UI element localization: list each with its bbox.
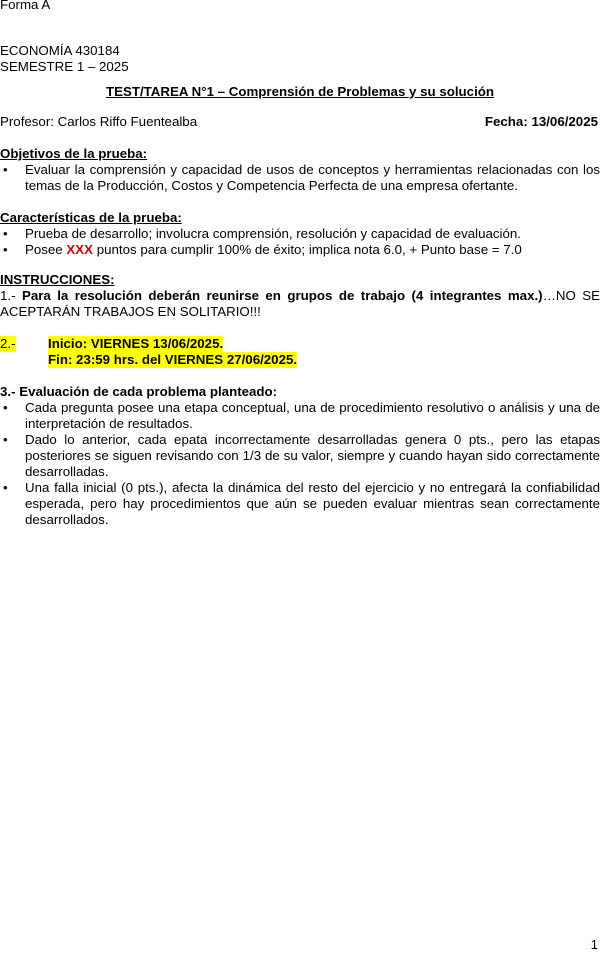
- course-code: ECONOMÍA 430184: [0, 43, 120, 58]
- instruction-2-number: 2.-: [0, 336, 16, 351]
- instruction-2-start: Inicio: VIERNES 13/06/2025.: [48, 336, 224, 351]
- instruction-1: [0, 288, 600, 304]
- points-prefix: Posee: [25, 242, 67, 257]
- document-page: [0, 43, 600, 528]
- list-item: • Una falla inicial (0 pts.), afecta la dinámica del resto del ejercicio y no entregará la confiabilidad esperada, pero hay procedimientos que aún se pueden evaluar mientras sean correctamente desarrollados.: [0, 480, 600, 528]
- characteristics-heading: Características de la prueba:: [0, 210, 182, 225]
- professor-date-row: [0, 114, 600, 130]
- objectives-list: [0, 162, 600, 194]
- course-semester: SEMESTRE 1 – 2025: [0, 59, 129, 74]
- instruction-2-end: Fin: 23:59 hrs. del VIERNES 27/06/2025.: [48, 352, 298, 367]
- instructions-heading: INSTRUCCIONES:: [0, 272, 115, 287]
- list-item: • Dado lo anterior, cada epata incorrectamente desarrolladas genera 0 pts., pero las etapas posteriores se siguen revisando con 1/3 de su valor, siempre y cuando hayan sido correctamente desarrolladas.: [0, 432, 600, 480]
- instruction-1-bold: Para la resolución deberán reunirse en grupos de trabajo (4 integrantes max.): [21, 288, 543, 303]
- list-item: • Prueba de desarrollo; involucra comprensión, resolución y capacidad de evaluación.: [0, 226, 600, 242]
- characteristics-list: [0, 226, 600, 258]
- instruction-2: [0, 336, 600, 368]
- form-label: Forma A: [0, 0, 51, 12]
- professor-name: Profesor: Carlos Riffo Fuentealba: [0, 114, 198, 129]
- evaluation-list: [0, 400, 600, 528]
- instruction-1-continued: ACEPTARÁN TRABAJOS EN SOLITARIO!!!: [0, 304, 261, 319]
- objectives-heading: Objetivos de la prueba:: [0, 146, 148, 161]
- points-placeholder: XXX: [66, 242, 94, 257]
- instruction-1-number: 1.-: [0, 288, 22, 303]
- instruction-3-heading: 3.- Evaluación de cada problema planteado:: [0, 384, 278, 399]
- list-item: • Evaluar la comprensión y capacidad de usos de conceptos y herramientas relacionadas con los temas de la Producción, Costos y Competencia Perfecta de una empresa ofertante.: [0, 162, 600, 194]
- instruction-1-rest: …NO SE: [542, 288, 600, 303]
- document-title: TEST/TAREA N°1 – Comprensión de Problemas y su solución: [105, 84, 495, 99]
- page-number: 1: [590, 937, 598, 952]
- list-item: [0, 242, 600, 258]
- exam-date: Fecha: 13/06/2025: [484, 114, 598, 129]
- list-item: • Cada pregunta posee una etapa conceptual, una de procedimiento resolutivo o análisis y una de interpretación de resultados.: [0, 400, 600, 432]
- points-suffix: puntos para cumplir 100% de éxito; implica nota 6.0, + Punto base = 7.0: [93, 242, 522, 257]
